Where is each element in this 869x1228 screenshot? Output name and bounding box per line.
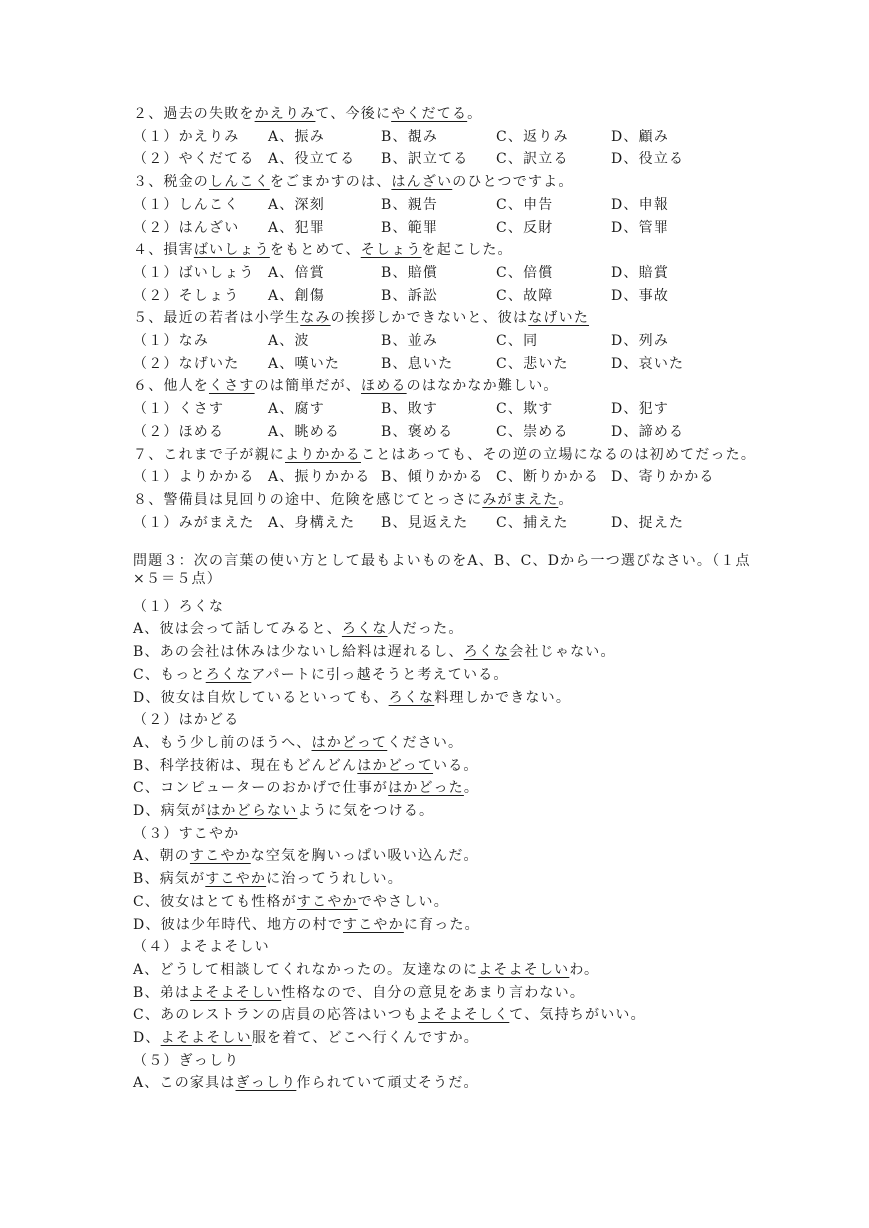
sentence-text: ３、税金の — [133, 174, 209, 191]
option-choice: A、振み — [268, 128, 325, 145]
question-sentence — [133, 491, 574, 509]
choice-text: な空気を胸いっぱい吸い込んだ。 — [250, 848, 479, 865]
option-choice: A、倍賞 — [268, 264, 325, 281]
option-choice: C、故障 — [496, 287, 554, 304]
option-choice: B、範罪 — [381, 219, 439, 236]
word-heading — [133, 938, 270, 956]
underlined-word: しんこく — [209, 174, 270, 191]
usage-choice — [133, 802, 434, 820]
sentence-text: を起こした。 — [421, 242, 513, 259]
choice-text: 人だった。 — [387, 621, 464, 638]
underlined-word: やくだてる — [391, 106, 468, 122]
option-choice: D、列み — [611, 333, 670, 349]
option-choice: C、同 — [496, 333, 539, 349]
option-choice: A、振りかかる — [268, 469, 371, 486]
option-choice: A、身構えた — [268, 514, 356, 531]
option-choice: A、深刻 — [268, 196, 325, 213]
underlined-word: くさす — [209, 378, 255, 395]
underlined-word: はんざい — [391, 174, 453, 191]
choice-text: C、もっと — [133, 666, 206, 683]
word-heading-text: （１）ろくな — [133, 598, 225, 615]
option-choice: B、訴訟 — [381, 287, 439, 304]
option-choice: A、腐す — [268, 401, 325, 418]
option-choice: B、息いた — [381, 355, 454, 372]
choice-text: D、彼は少年時代、地方の村で — [133, 916, 344, 933]
underlined-word: みがまえた — [482, 491, 559, 508]
choice-text: B、弟は — [133, 984, 191, 1001]
usage-choice — [133, 734, 463, 752]
option-row — [133, 150, 753, 168]
usage-choice — [133, 1029, 479, 1047]
option-choice: D、諦める — [611, 423, 685, 440]
sentence-text: 。 — [467, 106, 483, 122]
option-choice: D、哀いた — [611, 355, 685, 372]
question-sentence — [133, 377, 559, 395]
option-choice: D、犯す — [611, 401, 670, 418]
usage-choice — [133, 689, 571, 707]
underlined-word: すこやか — [205, 871, 267, 888]
option-choice: B、褒める — [381, 423, 454, 440]
usage-choice — [133, 643, 616, 661]
option-row — [133, 468, 753, 486]
option-choice: A、嘆いた — [268, 355, 341, 372]
option-choice: C、申告 — [496, 196, 554, 213]
sentence-text: のひとつですよ。 — [452, 174, 574, 191]
usage-choice — [133, 893, 449, 911]
question-sentence — [133, 105, 482, 123]
sentence-text: ８、警備員は見回りの途中、危険を感じてとっさに — [133, 491, 483, 508]
usage-choice — [133, 870, 403, 888]
word-heading — [133, 711, 239, 729]
question-sentence — [133, 309, 589, 327]
usage-choice — [133, 984, 585, 1002]
choice-text: A、朝の — [133, 848, 190, 865]
option-row — [133, 196, 753, 214]
option-choice: C、訳立る — [496, 151, 569, 168]
underlined-word: すこやか — [296, 893, 358, 910]
underlined-word: なげいた — [528, 310, 590, 327]
option-row — [133, 514, 753, 532]
underlined-word: かえりみ — [254, 106, 316, 122]
choice-text: いる。 — [433, 757, 479, 774]
choice-text: 作られていて頑丈そうだ。 — [296, 1075, 479, 1092]
option-prompt: （１）かえりみ — [133, 128, 240, 145]
underlined-word: よそよそしく — [418, 1007, 510, 1024]
choice-text: A、この家具は — [133, 1075, 236, 1092]
option-prompt: （２）そしょう — [133, 287, 240, 304]
option-prompt: （１）くさす — [133, 401, 225, 418]
option-row — [133, 287, 753, 305]
option-choice: A、創傷 — [268, 287, 325, 304]
choice-text: に治ってうれしい。 — [266, 871, 403, 888]
option-prompt: （１）よりかかる — [133, 469, 255, 486]
option-choice: D、賠賞 — [611, 264, 670, 281]
question-sentence — [133, 446, 756, 464]
choice-text: に育った。 — [403, 916, 480, 933]
choice-text: 性格なので、自分の意見をあまり言わない。 — [281, 984, 586, 1001]
choice-text: ください。 — [387, 734, 464, 751]
option-choice: A、眺める — [268, 423, 341, 440]
word-heading — [133, 598, 224, 616]
usage-choice — [133, 779, 479, 797]
choice-text: 料理しかできない。 — [434, 689, 572, 706]
choice-text: D、 — [133, 1030, 161, 1046]
usage-choice — [133, 620, 464, 638]
option-choice: C、断りかかる — [496, 469, 600, 486]
option-choice: D、寄りかかる — [611, 469, 715, 486]
option-row — [133, 423, 753, 441]
question-sentence — [133, 241, 513, 259]
underlined-word: はかどった — [388, 780, 464, 797]
option-choice: B、傾りかかる — [381, 469, 484, 486]
option-choice: C、反財 — [496, 219, 554, 236]
underlined-word: すこやか — [189, 848, 251, 865]
choice-text: 服を着て、どこへ行くんですか。 — [251, 1030, 479, 1046]
sentence-text: をごまかすのは、 — [269, 174, 392, 191]
choice-text: D、病気が — [133, 803, 207, 819]
choice-text: 会社じゃない。 — [509, 644, 616, 661]
sentence-text: のは簡単だが、 — [254, 378, 362, 395]
usage-choice — [133, 757, 479, 775]
underlined-word: ろくな — [388, 689, 435, 706]
option-choice: A、役立てる — [268, 151, 356, 168]
option-choice: D、管罪 — [611, 219, 670, 236]
option-choice: D、捉えた — [611, 514, 685, 531]
choice-text: B、科学技術は、現在もどんどん — [133, 757, 358, 774]
word-heading-text: （５）ぎっしり — [133, 1052, 240, 1069]
underlined-word: ろくな — [463, 644, 510, 661]
usage-choice — [133, 961, 599, 979]
option-choice: C、捕えた — [496, 514, 569, 531]
underlined-word: すこやか — [343, 916, 404, 933]
underlined-word: よそよそしい — [478, 961, 570, 978]
underlined-word: ぎっしり — [235, 1075, 297, 1092]
word-heading-text: （２）はかどる — [133, 712, 240, 729]
choice-text: B、あの会社は休みは少ないし給料は遅れるし、 — [133, 644, 464, 661]
sentence-text: ７、これまで子が親に — [133, 446, 285, 463]
choice-text: わ。 — [569, 961, 600, 978]
choice-text: ように気をつける。 — [297, 803, 435, 819]
option-row — [133, 128, 753, 146]
option-row — [133, 332, 753, 350]
option-choice: D、事故 — [611, 287, 670, 304]
option-row — [133, 219, 753, 237]
option-prompt: （２）やくだてる — [133, 151, 255, 168]
option-choice: A、波 — [268, 333, 310, 349]
underlined-word: よそよそしい — [160, 1030, 252, 1046]
underlined-word: なみ — [300, 310, 331, 327]
usage-choice — [133, 1006, 646, 1024]
option-choice: B、見返えた — [381, 514, 469, 531]
underlined-word: そしょう — [360, 242, 422, 259]
question-sentence — [133, 173, 574, 191]
underlined-word: ろくな — [341, 621, 388, 638]
choice-text: B、病気が — [133, 871, 206, 888]
option-choice: C、返りみ — [496, 128, 569, 145]
option-prompt: （１）ばいしょう — [133, 264, 255, 281]
option-choice: D、役立る — [611, 151, 685, 168]
underlined-word: ほめる — [361, 378, 407, 395]
usage-choice — [133, 666, 509, 684]
option-choice: C、欺す — [496, 401, 554, 418]
word-heading — [133, 1052, 239, 1070]
underlined-word: ろくな — [205, 666, 252, 683]
option-row — [133, 264, 753, 282]
sentence-text: ４、損害 — [133, 242, 194, 259]
option-choice: D、顧み — [611, 128, 670, 145]
usage-choice — [133, 916, 480, 934]
option-choice: B、並み — [381, 333, 439, 349]
option-choice: D、申報 — [611, 196, 670, 213]
underlined-word: よりかかる — [285, 446, 361, 463]
choice-text: A、彼は会って話してみると、 — [133, 621, 342, 638]
underlined-word: ばいしょう — [193, 242, 270, 259]
option-prompt: （２）はんざい — [133, 219, 240, 236]
option-prompt: （２）ほめる — [133, 423, 225, 440]
sentence-text: ５、最近の若者は小学生 — [133, 310, 301, 327]
option-prompt: （１）みがまえた — [133, 514, 255, 531]
option-choice: B、覩み — [381, 128, 439, 145]
sentence-text: のはなかなか難しい。 — [406, 378, 559, 395]
usage-choice — [133, 847, 479, 865]
underlined-word: はかどって — [311, 734, 388, 751]
sentence-text: ２、過去の失敗を — [133, 106, 255, 122]
choice-text: C、彼女はとても性格が — [133, 893, 297, 910]
option-choice: C、倍償 — [496, 264, 554, 281]
sentence-text: ６、他人を — [133, 378, 209, 395]
word-heading — [133, 825, 239, 843]
sentence-text: て、今後に — [315, 106, 392, 122]
choice-text: A、どうして相談してくれなかったの。友達なのに — [133, 961, 479, 978]
choice-text: A、もう少し前のほうへ、 — [133, 734, 312, 751]
option-choice: B、敗す — [381, 401, 439, 418]
sentence-text: ことはあっても、その逆の立場になるのは初めてだった。 — [361, 446, 757, 463]
sentence-text: の挨拶しかできないと、彼は — [330, 310, 529, 327]
option-row — [133, 400, 753, 418]
section-instruction — [133, 552, 753, 588]
option-choice: B、賠償 — [381, 264, 439, 281]
option-prompt: （１）なみ — [133, 333, 209, 349]
sentence-text: 。 — [558, 491, 574, 508]
usage-choice — [133, 1074, 479, 1092]
choice-text: て、気持ちがいい。 — [509, 1007, 646, 1024]
choice-text: C、あのレストランの店員の応答はいつも — [133, 1007, 419, 1024]
word-heading-text: （３）すこやか — [133, 825, 240, 842]
option-choice: C、悲いた — [496, 355, 569, 372]
underlined-word: はかどって — [357, 757, 434, 774]
option-prompt: （２）なげいた — [133, 355, 240, 372]
choice-text: D、彼女は自炊しているといっても、 — [133, 689, 389, 706]
choice-text: 。 — [463, 780, 480, 797]
sentence-text: をもとめて、 — [269, 242, 361, 259]
instruction-text: 問題３：次の言葉の使い方として最もよいものをA、B、C、Dから一つ選びなさい。（１点×５＝５点） — [133, 553, 751, 588]
choice-text: でやさしい。 — [357, 893, 449, 910]
option-choice: B、親告 — [381, 196, 439, 213]
option-choice: C、崇める — [496, 423, 569, 440]
choice-text: C、コンピューターのおかげで仕事が — [133, 780, 389, 797]
option-prompt: （１）しんこく — [133, 196, 240, 213]
underlined-word: よそよそしい — [190, 984, 282, 1001]
word-heading-text: （４）よそよそしい — [133, 939, 270, 956]
option-choice: A、犯罪 — [268, 219, 325, 236]
option-choice: B、訳立てる — [381, 151, 469, 168]
underlined-word: はかどらない — [206, 803, 298, 819]
choice-text: アパートに引っ越そうと考えている。 — [251, 666, 509, 683]
option-row — [133, 355, 753, 373]
